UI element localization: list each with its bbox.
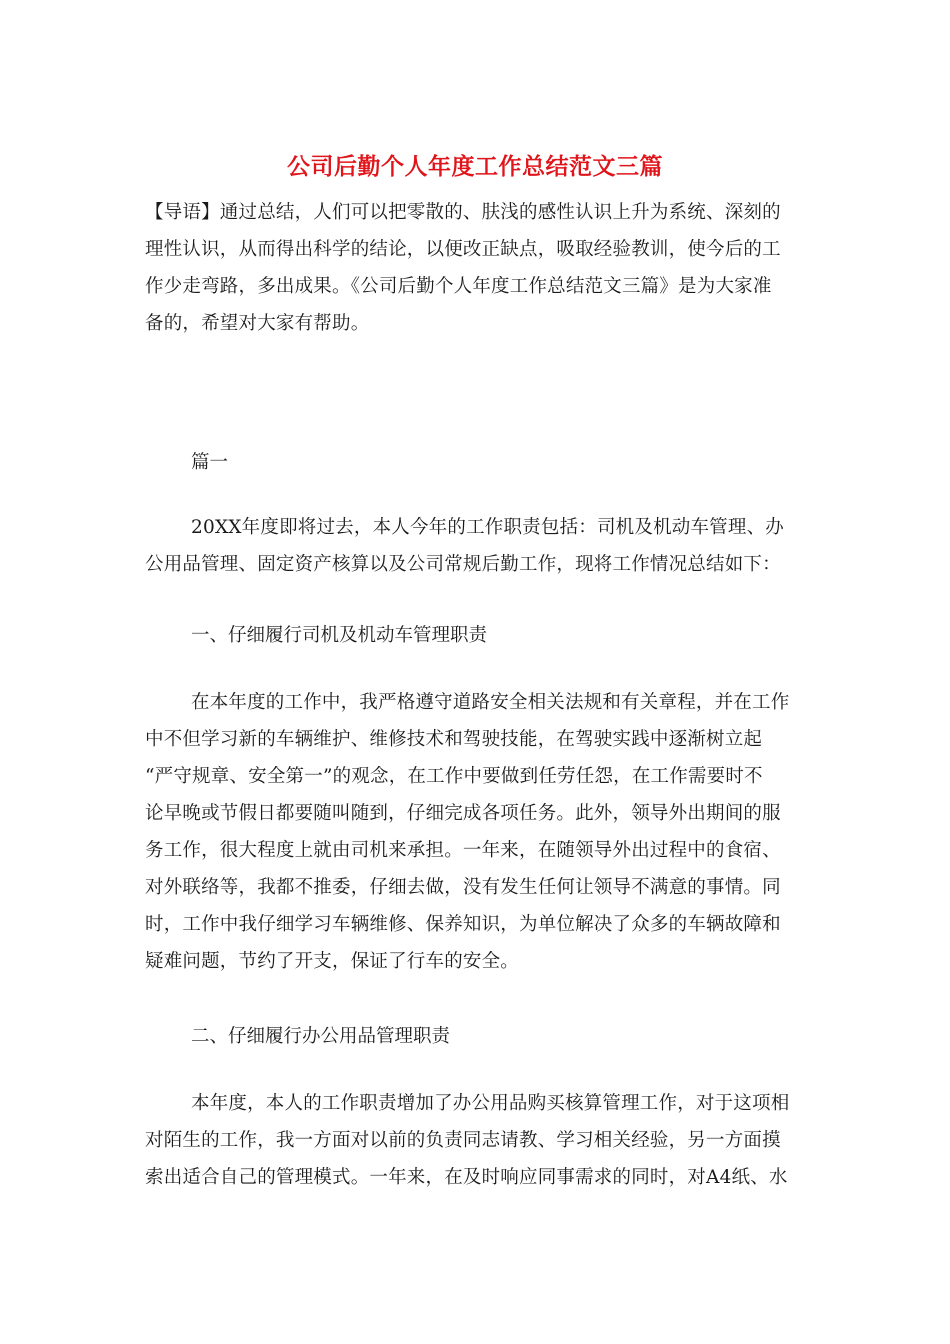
paragraph-line: 论早晚或节假日都要随叫随到，仔细完成各项任务。此外，领导外出期间的服 <box>145 803 781 824</box>
paragraph-line: “严守规章、安全第一”的观念，在工作中要做到任劳任怨，在工作需要时不 <box>145 766 763 787</box>
lead-line: 【导语】通过总结，人们可以把零散的、肤浅的感性认识上升为系统、深刻的 <box>145 202 781 223</box>
intro-paragraph <box>145 509 805 583</box>
lead-paragraph <box>145 194 805 342</box>
intro-line: 20XX年度即将过去，本人今年的工作职责包括：司机及机动车管理、办 <box>191 517 784 538</box>
section-heading-2: 二、仔细履行办公用品管理职责 <box>191 1026 451 1047</box>
lead-line: 备的，希望对大家有帮助。 <box>145 313 370 334</box>
paragraph-line: 本年度，本人的工作职责增加了办公用品购买核算管理工作，对于这项相 <box>191 1093 790 1114</box>
paragraph-line: 务工作，很大程度上就由司机来承担。一年来，在随领导外出过程中的食宿、 <box>145 840 781 861</box>
document-title: 公司后勤个人年度工作总结范文三篇 <box>287 153 663 180</box>
section-heading-1: 一、仔细履行司机及机动车管理职责 <box>191 625 488 646</box>
intro-line: 公用品管理、固定资产核算以及公司常规后勤工作，现将工作情况总结如下： <box>145 554 781 575</box>
paragraph-line: 中不但学习新的车辆维护、维修技术和驾驶技能，在驾驶实践中逐渐树立起 <box>145 729 763 750</box>
lead-line: 作少走弯路，多出成果。《公司后勤个人年度工作总结范文三篇》是为大家准 <box>145 276 772 297</box>
paragraph-line: 疑难问题，节约了开支，保证了行车的安全。 <box>145 951 520 972</box>
paragraph-1 <box>145 684 805 980</box>
paragraph-2 <box>145 1085 805 1196</box>
paragraph-line: 索出适合自己的管理模式。一年来，在及时响应同事需求的同时，对A4纸、水 <box>145 1167 788 1188</box>
lead-line: 理性认识，从而得出科学的结论，以便改正缺点，吸取经验教训，使今后的工 <box>145 239 781 260</box>
section-label: 篇一 <box>191 452 229 473</box>
paragraph-line: 对陌生的工作，我一方面对以前的负责同志请教、学习相关经验，另一方面摸 <box>145 1130 781 1151</box>
paragraph-line: 时，工作中我仔细学习车辆维修、保养知识，为单位解决了众多的车辆故障和 <box>145 914 781 935</box>
paragraph-line: 在本年度的工作中，我严格遵守道路安全相关法规和有关章程，并在工作 <box>191 692 790 713</box>
paragraph-line: 对外联络等，我都不推委，仔细去做，没有发生任何让领导不满意的事情。同 <box>145 877 781 898</box>
